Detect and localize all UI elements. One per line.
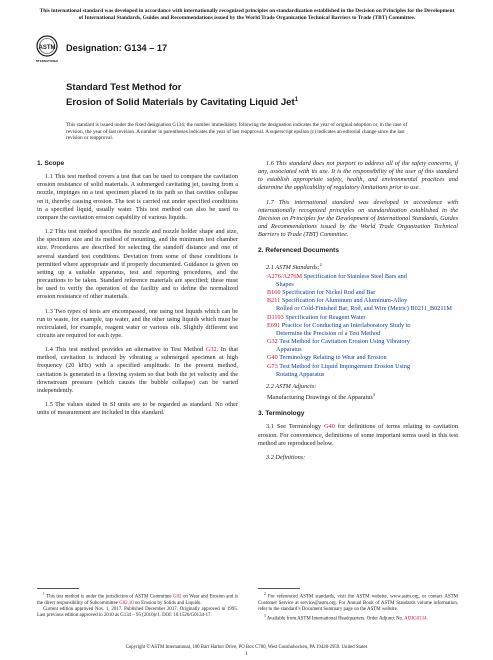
wto-notice: This international standard was developed in accordance with internationally recognized principles on standardization established in the Decision on Principles for the Development of International Standards, Guides and Recommendations issued by the World Trade Organization Technical Barriers to Trade (TBT) Committee. bbox=[39, 8, 455, 21]
document-title bbox=[66, 82, 298, 109]
reference-title-link[interactable]: Specification for Nickel Rod and Bar bbox=[282, 289, 376, 297]
footnote-2: For referenced ASTM standards, visit the ASTM website, www.astm.org, or contact ASTM Customer Service at service@astm.org. For Annual Book of ASTM Standards volume information, refer to the standard’s Document Summary page on the ASTM website. bbox=[258, 594, 458, 612]
footnote-1: $^1$ This test method is under the jurisdiction of ASTM Committee G02 on Wear and Erosion and is the direct responsibility of Subcommittee G02.10 on Erosion by Solids and Liquids. Current edition approved Nov. 1, 2017. Published December 2017. Originally approved in 1995. Last previous edition approved in 2010 as G134 – 95 (2010)ε1. DOI: 10.1520/G0134-17. bbox=[37, 592, 238, 618]
logo-wordmark: INTERNATIONAL bbox=[36, 59, 58, 63]
scope-1-6: 1.6 This standard does not purport to address all of the safety concerns, if any, associated with its use. It is the responsibility of the user of this standard to establish appropriate safety, health, and environmental practices and determine the applicability of regulatory limitations prior to use. bbox=[258, 160, 458, 192]
reference-title-link[interactable]: Practice for Conducting an Interlaboratory Study to bbox=[281, 321, 411, 329]
section-referenced-documents-heading: 2. Referenced Documents bbox=[258, 247, 339, 255]
designation: Designation: G134 – 17 bbox=[66, 43, 168, 53]
title-line-2: Erosion of Solid Materials by Cavitating Liquid Jet bbox=[66, 97, 295, 109]
reference-code-link[interactable]: G73 bbox=[267, 362, 278, 370]
section-terminology-heading: 3. Terminology bbox=[258, 410, 305, 418]
scope-1-1: 1.1 This test method covers a test that can be used to compare the cavitation erosion resistance of solid materials. A submerged cavitating jet, issuing from a nozzle, impinges on a test specimen placed in its path so that cavities collapse on it, thereby causing erosion. The test is carried out under specified conditions in a specified liquid, usually water. This test method can also be used to compare the cavitation erosion capability of various liquids. bbox=[37, 173, 238, 221]
reference-title-link[interactable]: Specification for Aluminum and Aluminum-Alloy bbox=[281, 297, 408, 305]
terminology-3-1: 3.1 See Terminology G40 for definitions of terms relating to cavitation erosion. For convenience, definitions of some important terms used in this test method are reproduced below. bbox=[258, 423, 458, 447]
reference-title-continuation[interactable]: Shapes bbox=[276, 280, 294, 288]
reference-title-continuation[interactable]: Rolled or Cold-Finished Bar, Rod, and Wire (Metric) B0211_B0211M bbox=[276, 305, 452, 313]
link-g32[interactable]: G32 bbox=[205, 346, 217, 354]
link-g02-10[interactable]: G02.10 bbox=[119, 600, 134, 606]
reference-code-link[interactable]: A276/A276M bbox=[267, 272, 303, 280]
title-footnote-mark: 1 bbox=[294, 97, 299, 103]
link-g02[interactable]: G02 bbox=[173, 594, 182, 600]
adjunct-item: Manufacturing Drawings of the Apparatus$^3$ bbox=[267, 391, 376, 402]
reference-title-link[interactable]: Specification for Stainless Steel Bars and bbox=[303, 272, 407, 280]
terminology-3-2: 3.2 Definitions: bbox=[266, 453, 306, 461]
reference-title-link[interactable]: Test Method for Liquid Impingement Erosion Using bbox=[279, 362, 411, 370]
reference-item bbox=[258, 289, 458, 297]
link-g40-terminology[interactable]: G40 bbox=[324, 423, 335, 431]
page-number: 1 bbox=[245, 652, 248, 657]
issuance-note: This standard is issued under the fixed designation G134; the number immediately following the designation indicates the year of original adoption or, in the case of revision, the year of last revision. A number in parentheses indicates the year of last reapproval. A superscript epsilon (ε) indicates an editorial change since the last revision or reapproval. bbox=[66, 122, 408, 142]
astm-adjuncts-label: 2.2 ASTM Adjuncts: bbox=[266, 382, 317, 390]
reference-item bbox=[258, 338, 458, 354]
footnote-rule-left bbox=[37, 588, 79, 589]
reference-item bbox=[258, 322, 458, 338]
footnote-rule-right bbox=[258, 588, 300, 589]
reference-code-link[interactable]: B160 bbox=[267, 289, 281, 297]
left-column bbox=[37, 160, 238, 423]
reference-code-link[interactable]: G40 bbox=[267, 354, 278, 362]
footnote-2-3: $^2$ For referenced ASTM standards, visit the ASTM website, www.astm.org, or contact ASTM Customer Service at service@astm.org. For Annual Book of ASTM Standards volume information, refer to the standard’s Document Summary page on the ASTM website. $^3$ Available from ASTM International Headquarters. Order Adjunct No. ADJG0134. bbox=[258, 592, 458, 622]
reference-code-link[interactable]: B211 bbox=[267, 297, 281, 305]
reference-code-link[interactable]: D1193 bbox=[267, 313, 284, 321]
reference-title-link[interactable]: Specification for Reagent Water bbox=[285, 313, 366, 321]
scope-1-3: 1.3 Two types of tests are encompassed, one using test liquids which can be run to waste, for example, tap water, and the other using liquids which must be recirculated, for example, reagent water or various oils. Slightly different test circuits are required for each type. bbox=[37, 307, 238, 339]
section-scope-heading: 1. Scope bbox=[37, 160, 65, 167]
reference-item bbox=[258, 354, 458, 362]
reference-title-continuation[interactable]: Apparatus bbox=[276, 346, 302, 354]
title-line-1: Standard Test Method for bbox=[66, 82, 182, 93]
reference-code-link[interactable]: E691 bbox=[267, 321, 281, 329]
reference-title-continuation[interactable]: Rotating Apparatus bbox=[276, 370, 325, 378]
reference-item bbox=[258, 297, 458, 313]
reference-title-continuation[interactable]: Determine the Precision of a Test Method bbox=[276, 329, 381, 337]
reference-item bbox=[258, 363, 458, 379]
reference-list bbox=[258, 273, 458, 379]
reference-item bbox=[258, 314, 458, 322]
footnote-1-edition: Current edition approved Nov. 1, 2017. Published December 2017. Originally approved in 1995. Last previous edition approved in 2010 as G134 – 95 (2010)ε1. DOI: 10.1520/G0134-17. bbox=[37, 606, 238, 618]
svg-text:ASTM: ASTM bbox=[38, 45, 56, 51]
right-column bbox=[258, 160, 458, 468]
copyright-line: Copyright © ASTM International, 100 Barr Harbor Drive, PO Box C700, West Conshohocken, PA 19428-2959. United States bbox=[125, 645, 368, 650]
reference-title-link[interactable]: Test Method for Cavitation Erosion Using Vibratory bbox=[279, 338, 410, 346]
reference-item bbox=[258, 273, 458, 289]
scope-1-4: 1.4 This test method provides an alternative to Test Method G32. In that method, cavitation is induced by vibrating a submerged specimen at high frequency (20 kHz) with a specified amplitude. In the present method, cavitation is generated in a flowing system so that both the jet velocity and the downstream pressure (which causes the bubble collapse) can be varied independently. bbox=[37, 346, 238, 394]
astm-standards-label: 2.1 ASTM Standards:$^2$ bbox=[266, 261, 322, 271]
scope-1-2: 1.2 This test method specifies the nozzle and nozzle holder shape and size, the specimen size and its method of mounting, and the minimum test chamber size. Procedures are described for selecting the standoff distance and one of several standard test conditions. Deviation from some of these conditions is permitted where appropriate and if properly documented. Guidance is given on setting up a suitable apparatus, test and reporting procedures, and the precautions to be taken. Standard reference materials are specified; these must be used to verify the operation of the facility and to define the normalized erosion resistance of other materials. bbox=[37, 228, 238, 301]
reference-title-link[interactable]: Terminology Relating to Wear and Erosion bbox=[279, 354, 387, 362]
link-adjg0134[interactable]: ADJG0134 bbox=[404, 616, 427, 622]
astm-logo bbox=[36, 35, 58, 65]
reference-code-link[interactable]: G32 bbox=[267, 338, 278, 346]
scope-1-5: 1.5 The values stated in SI units are to be regarded as standard. No other units of measurement are included in this standard. bbox=[37, 401, 238, 417]
scope-1-7: 1.7 This international standard was developed in accordance with internationally recognized principles on standardization established in the Decision on Principles for the Development of International Standards, Guides and Recommendations issued by the World Trade Organization Technical Barriers to Trade (TBT) Committee. bbox=[258, 198, 458, 239]
